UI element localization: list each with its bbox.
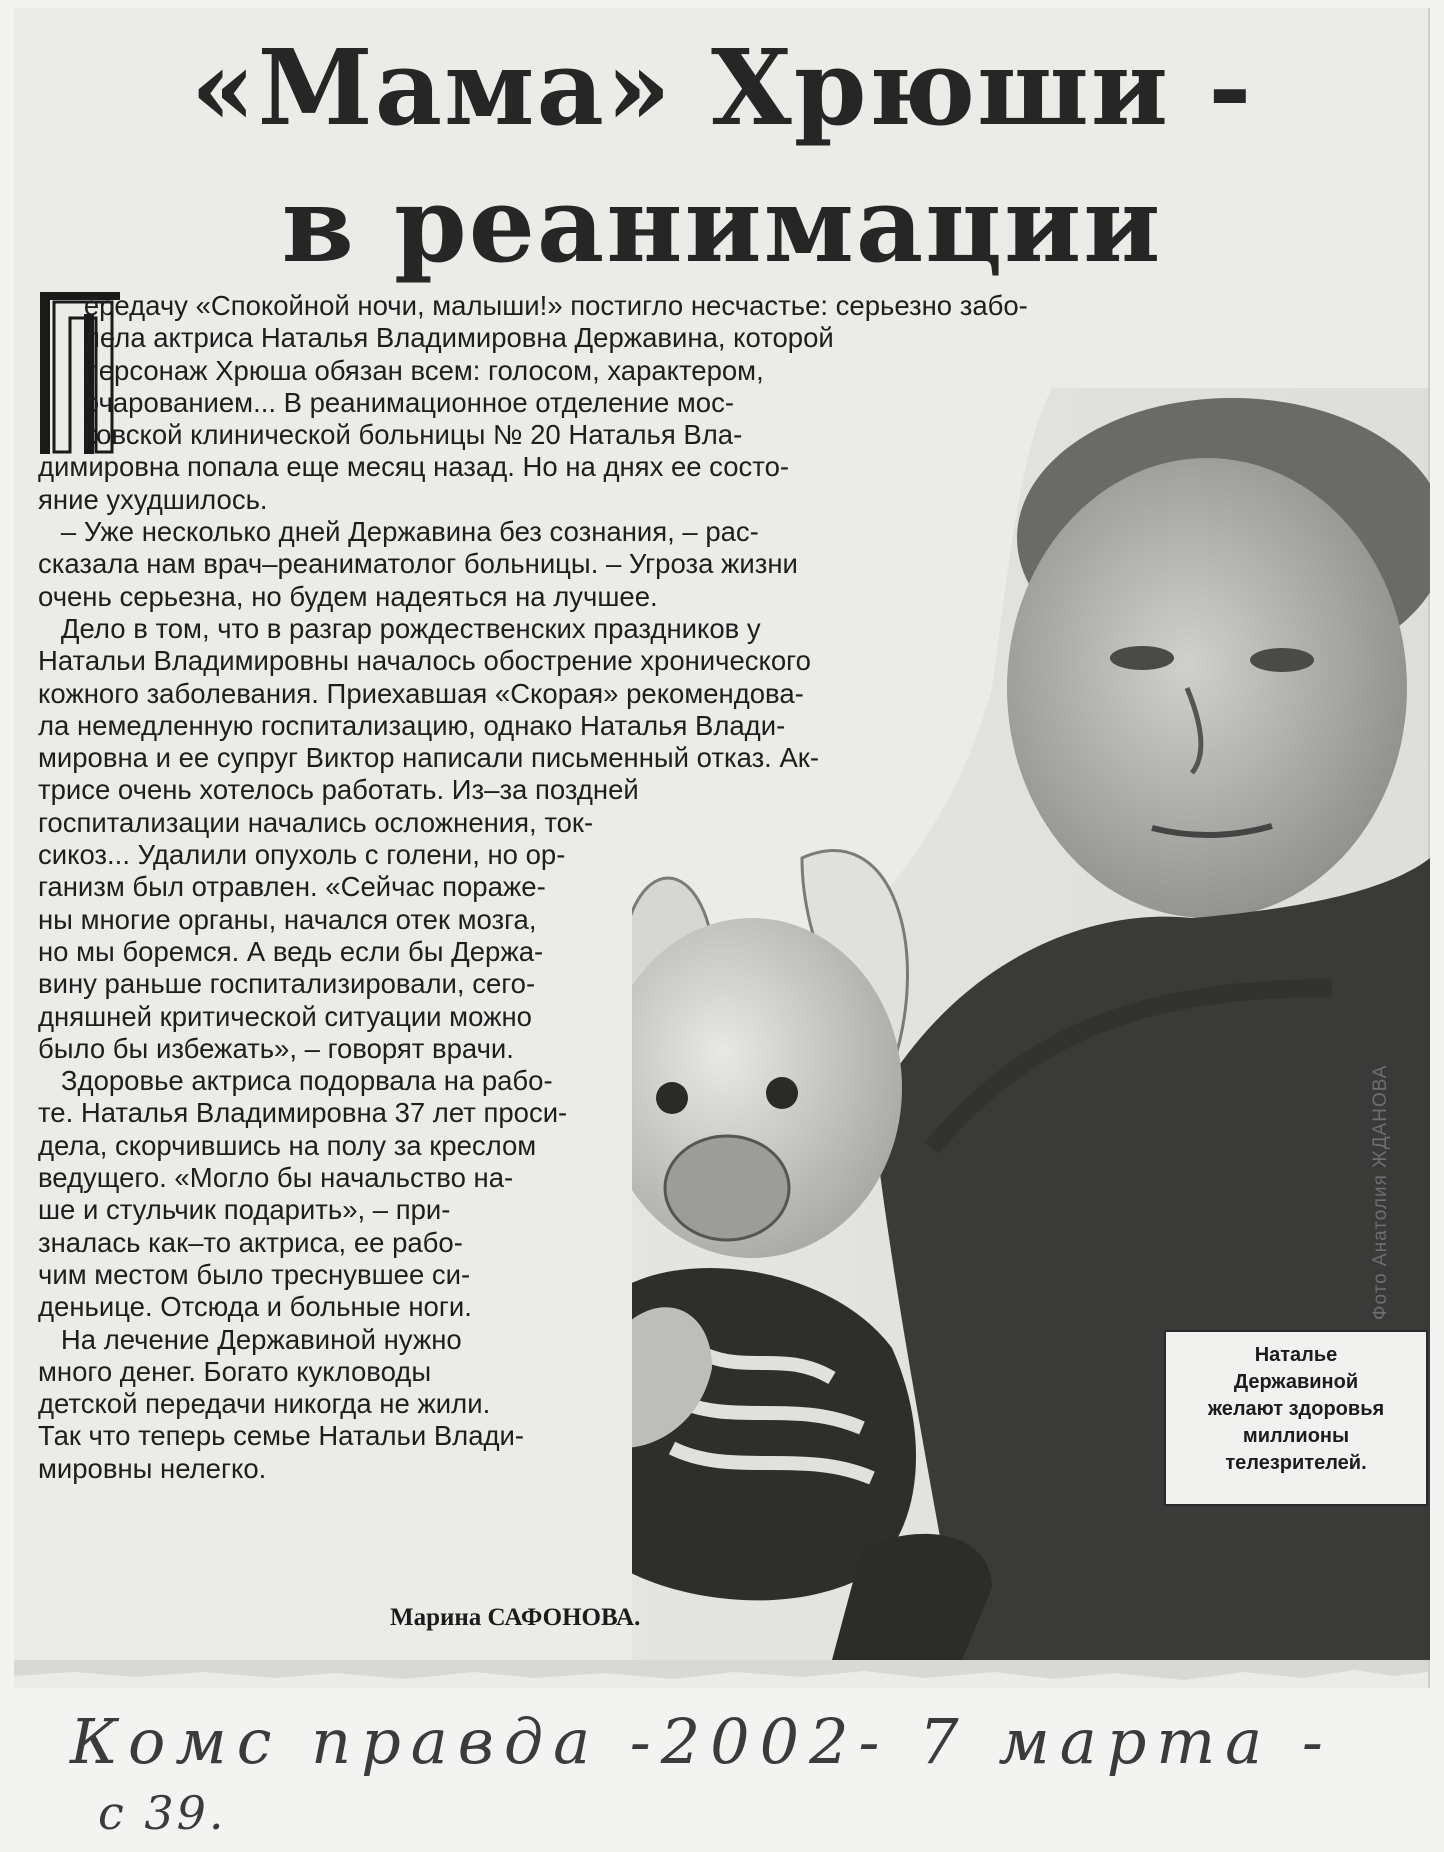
article-line: ганизм был отравлен. «Сейчас пораже- <box>38 871 546 903</box>
article-line: – Уже несколько дней Державина без сознания, – рас- <box>38 516 759 548</box>
torn-edge <box>14 1660 1428 1690</box>
article-line: сказала нам врач–реаниматолог больницы. – Угроза жизни <box>38 548 798 580</box>
face <box>1007 458 1407 918</box>
article-line: кожного заболевания. Приехавшая «Скорая» рекомендова- <box>38 677 804 709</box>
caption-line: телезрителей. <box>1225 1452 1367 1474</box>
handwritten-page: с 39. <box>98 1786 227 1840</box>
headline-line-2: в реанимации <box>281 163 1163 286</box>
article-line: Дело в том, что в разгар рождественских праздников у <box>38 612 761 644</box>
article-line: Так что теперь семье Натальи Влади- <box>38 1420 525 1452</box>
caption-line: миллионы <box>1242 1425 1350 1447</box>
caption-line: Наталье <box>1254 1344 1338 1366</box>
article-line: яние ухудшилось. <box>38 483 268 515</box>
article-line: деньице. Отсюда и больные ноги. <box>38 1291 472 1323</box>
puppet-snout <box>665 1136 789 1240</box>
article-line: димировна попала еще месяц назад. Но на днях ее состо- <box>38 451 790 483</box>
article-line: мировны нелегко. <box>38 1452 267 1484</box>
article-line: ередачу «Спокойной ночи, малыши!» постигло несчастье: серьезно забо- <box>38 290 1028 321</box>
article-line: очень серьезна, но будем надеяться на лучшее. <box>38 580 658 612</box>
article-line: Здоровье актриса подорвала на рабо- <box>38 1065 553 1097</box>
article-line: ла немедленную госпитализацию, однако Наталья Влади- <box>38 709 786 741</box>
article-line: было бы избежать», – говорят врачи. <box>38 1032 514 1064</box>
article-line: мировна и ее супруг Виктор написали письменный отказ. Ак- <box>38 742 819 774</box>
article-line: ведущего. «Могло бы начальство на- <box>38 1162 514 1194</box>
byline: Марина САФОНОВА. <box>390 1604 641 1631</box>
caption-line: желают здоровья <box>1207 1398 1385 1420</box>
article-line: детской передачи никогда не жили. <box>38 1388 491 1420</box>
photo-credit-text: Фото Анатолия ЖДАНОВА <box>1370 1064 1391 1320</box>
article-line: персонаж Хрюша обязан всем: голосом, характером, <box>38 354 764 386</box>
article-line: дела, скорчившись на полу за креслом <box>38 1129 537 1161</box>
article-line: те. Наталья Владимировна 37 лет проси- <box>38 1097 568 1129</box>
article-line: зналась как–то актриса, ее рабо- <box>38 1226 463 1258</box>
article-line: лела актриса Наталья Владимировна Державина, которой <box>38 322 834 354</box>
article-line: сикоз... Удалили опухоль с голени, но ор- <box>38 839 566 871</box>
photo-caption <box>1164 1330 1428 1506</box>
article-line: ковской клинической больницы № 20 Наталья Вла- <box>38 419 743 451</box>
caption-line: Державиной <box>1233 1371 1359 1393</box>
article-line: госпитализации начались осложнения, ток- <box>38 806 594 838</box>
article-line: Натальи Владимировны началось обострение хронического <box>38 645 811 677</box>
article-line: дняшней критической ситуации можно <box>38 1000 532 1032</box>
article-line: трисе очень хотелось работать. Из–за поздней <box>38 774 639 806</box>
article-line: чим местом было треснувшее си- <box>38 1258 471 1290</box>
article-line: ны многие органы, начался отек мозга, <box>38 903 537 935</box>
article-line: но мы боремся. А ведь если бы Держа- <box>38 935 544 967</box>
article-line: На лечение Державиной нужно <box>38 1323 462 1355</box>
article-line: ше и стульчик подарить», – при- <box>38 1194 451 1226</box>
headline-line-1: «Мама» Хрюши - <box>190 26 1254 149</box>
article-line: очарованием... В реанимационное отделение мос- <box>38 386 734 418</box>
article-line: много денег. Богато кукловоды <box>38 1355 432 1387</box>
article-line: вину раньше госпитализировали, сего- <box>38 968 536 1000</box>
handwritten-source: Комс правда -2002- 7 марта - <box>70 1705 1333 1778</box>
